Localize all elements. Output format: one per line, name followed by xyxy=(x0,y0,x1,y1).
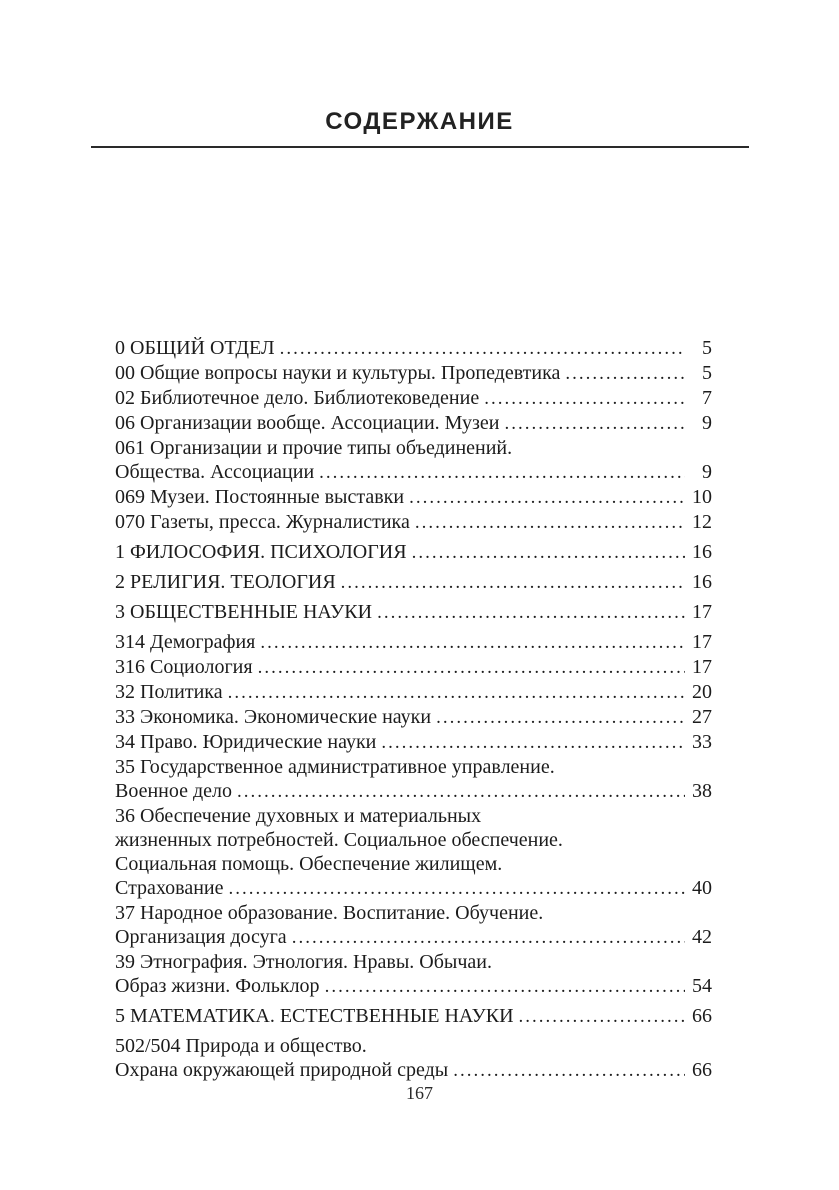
toc-entry-label: 34 Право. Юридические науки xyxy=(115,731,377,753)
toc-entry-label: Общества. Ассоциации xyxy=(115,461,315,483)
dot-leader xyxy=(484,386,685,411)
toc-entry xyxy=(115,336,712,361)
toc-entry xyxy=(115,1004,712,1029)
toc-entry-label: 061 Организации и прочие типы объединений. xyxy=(115,437,513,459)
toc-entry-label: 36 Обеспечение духовных и материальных xyxy=(115,805,482,827)
dot-leader xyxy=(436,705,685,730)
toc-entry-label: 314 Демография xyxy=(115,631,256,653)
toc-entry xyxy=(115,361,712,386)
toc-entry-page: 42 xyxy=(692,926,712,948)
dot-leader xyxy=(292,925,685,950)
toc-line xyxy=(115,974,712,999)
toc-line xyxy=(115,540,712,565)
toc-line xyxy=(115,1058,712,1083)
toc-entry-label: Социальная помощь. Обеспечение жилищем. xyxy=(115,853,503,875)
toc-line xyxy=(115,361,712,386)
toc-line xyxy=(115,730,712,755)
toc-entry-label: 33 Экономика. Экономические науки xyxy=(115,706,432,728)
toc-entry-page: 16 xyxy=(692,541,712,563)
toc-entry-page: 10 xyxy=(692,486,712,508)
toc-entry-label: 3 ОБЩЕСТВЕННЫЕ НАУКИ xyxy=(115,601,373,623)
toc-entry xyxy=(115,600,712,625)
toc-line xyxy=(115,1034,712,1058)
toc-entry-page: 9 xyxy=(702,461,712,483)
table-of-contents xyxy=(115,336,712,1083)
dot-leader xyxy=(415,510,685,535)
toc-entry-label: Образ жизни. Фольклор xyxy=(115,975,320,997)
toc-line xyxy=(115,600,712,625)
toc-entry-page: 27 xyxy=(692,706,712,728)
toc-line xyxy=(115,828,712,852)
toc-entry-page: 54 xyxy=(692,975,712,997)
dot-leader xyxy=(258,655,685,680)
toc-entry-page: 38 xyxy=(692,780,712,802)
toc-line xyxy=(115,411,712,436)
toc-entry xyxy=(115,485,712,510)
dot-leader xyxy=(409,485,685,510)
toc-line xyxy=(115,1004,712,1029)
toc-line xyxy=(115,485,712,510)
toc-entry-label: 502/504 Природа и общество. xyxy=(115,1035,367,1057)
toc-entry-page: 66 xyxy=(692,1005,712,1027)
dot-leader xyxy=(377,600,685,625)
toc-entry-label: 37 Народное образование. Воспитание. Обучение. xyxy=(115,902,544,924)
toc-entry xyxy=(115,411,712,436)
dot-leader xyxy=(453,1058,685,1083)
toc-entry-label: 316 Социология xyxy=(115,656,253,678)
dot-leader xyxy=(228,680,685,705)
toc-line xyxy=(115,925,712,950)
toc-line xyxy=(115,655,712,680)
dot-leader xyxy=(325,974,685,999)
dot-leader xyxy=(381,730,685,755)
toc-line xyxy=(115,901,712,925)
toc-entry xyxy=(115,730,712,755)
dot-leader xyxy=(504,411,685,436)
page-title: СОДЕРЖАНИЕ xyxy=(325,108,514,135)
toc-entry-label: 0 ОБЩИЙ ОТДЕЛ xyxy=(115,337,275,359)
toc-line xyxy=(115,336,712,361)
dot-leader xyxy=(260,630,685,655)
toc-entry xyxy=(115,540,712,565)
toc-entry xyxy=(115,630,712,655)
toc-line xyxy=(115,852,712,876)
toc-entry-label: Страхование xyxy=(115,877,224,899)
dot-leader xyxy=(319,460,685,485)
toc-line xyxy=(115,876,712,901)
toc-entry xyxy=(115,950,712,999)
toc-entry-page: 17 xyxy=(692,601,712,623)
toc-entry-label: 5 МАТЕМАТИКА. ЕСТЕСТВЕННЫЕ НАУКИ xyxy=(115,1005,514,1027)
toc-entry-page: 17 xyxy=(692,631,712,653)
content-area xyxy=(115,336,712,1083)
toc-entry xyxy=(115,804,712,901)
toc-entry xyxy=(115,755,712,804)
toc-entry-label: 02 Библиотечное дело. Библиотековедение xyxy=(115,387,480,409)
title-rule xyxy=(91,146,749,148)
toc-entry-page: 40 xyxy=(692,877,712,899)
dot-leader xyxy=(412,540,685,565)
toc-entry-page: 16 xyxy=(692,571,712,593)
toc-line xyxy=(115,779,712,804)
toc-entry-page: 12 xyxy=(692,511,712,533)
toc-entry xyxy=(115,680,712,705)
toc-entry-label: 39 Этнография. Этнология. Нравы. Обычаи. xyxy=(115,951,492,973)
toc-entry xyxy=(115,655,712,680)
toc-entry-page: 17 xyxy=(692,656,712,678)
toc-line xyxy=(115,680,712,705)
dot-leader xyxy=(341,570,685,595)
toc-entry-label: 2 РЕЛИГИЯ. ТЕОЛОГИЯ xyxy=(115,571,336,593)
toc-entry-page: 9 xyxy=(702,412,712,434)
toc-line xyxy=(115,755,712,779)
dot-leader xyxy=(565,361,685,386)
toc-line xyxy=(115,570,712,595)
toc-entry-page: 5 xyxy=(702,362,712,384)
toc-entry-page: 7 xyxy=(702,387,712,409)
toc-entry xyxy=(115,570,712,595)
toc-entry-label: Организация досуга xyxy=(115,926,287,948)
toc-line xyxy=(115,630,712,655)
toc-entry-page: 66 xyxy=(692,1059,712,1081)
toc-entry-label: 35 Государственное административное управление. xyxy=(115,756,555,778)
toc-line xyxy=(115,436,712,460)
page-number: 167 xyxy=(406,1083,433,1103)
dot-leader xyxy=(229,876,685,901)
toc-line xyxy=(115,386,712,411)
dot-leader xyxy=(280,336,685,361)
toc-entry xyxy=(115,510,712,535)
toc-entry-page: 20 xyxy=(692,681,712,703)
dot-leader xyxy=(237,779,685,804)
toc-entry xyxy=(115,901,712,950)
toc-entry-label: 32 Политика xyxy=(115,681,223,703)
toc-entry-label: 070 Газеты, пресса. Журналистика xyxy=(115,511,410,533)
toc-entry xyxy=(115,705,712,730)
toc-entry xyxy=(115,386,712,411)
toc-line xyxy=(115,950,712,974)
toc-line xyxy=(115,804,712,828)
toc-entry-label: жизненных потребностей. Социальное обеспечение. xyxy=(115,829,563,851)
toc-entry-label: Военное дело xyxy=(115,780,233,802)
toc-entry xyxy=(115,1034,712,1083)
toc-entry-label: 06 Организации вообще. Ассоциации. Музеи xyxy=(115,412,500,434)
toc-entry-page: 33 xyxy=(692,731,712,753)
toc-entry xyxy=(115,436,712,485)
toc-line xyxy=(115,460,712,485)
toc-entry-label: Охрана окружающей природной среды xyxy=(115,1059,449,1081)
toc-entry-label: 1 ФИЛОСОФИЯ. ПСИХОЛОГИЯ xyxy=(115,541,407,563)
dot-leader xyxy=(519,1004,685,1029)
toc-entry-label: 00 Общие вопросы науки и культуры. Пропедевтика xyxy=(115,362,561,384)
toc-line xyxy=(115,705,712,730)
toc-entry-page: 5 xyxy=(702,337,712,359)
toc-line xyxy=(115,510,712,535)
toc-entry-label: 069 Музеи. Постоянные выставки xyxy=(115,486,405,508)
